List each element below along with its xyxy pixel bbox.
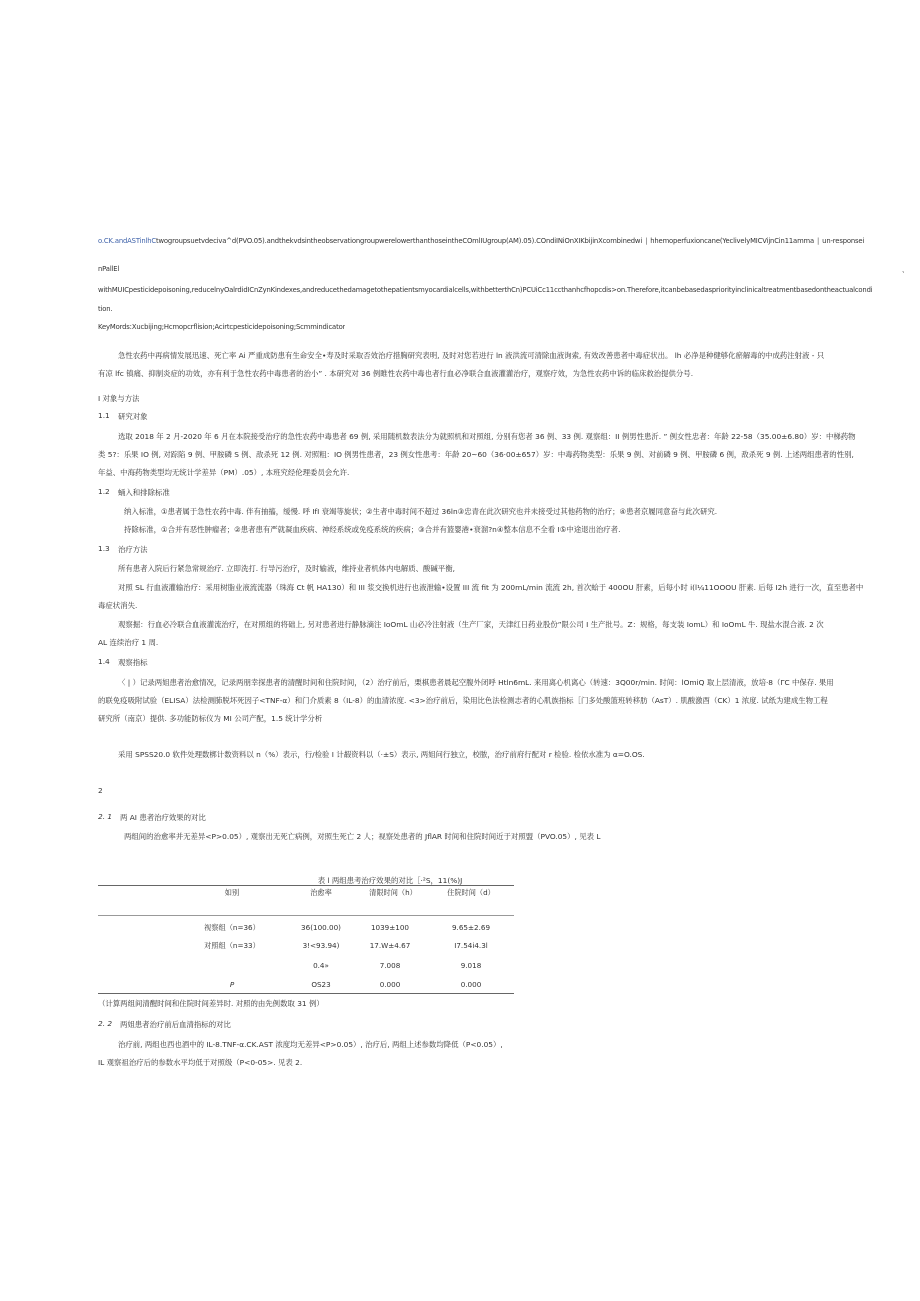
paragraph-line: 纳入标准，①患者属于急性农药中毒. 伴有抽搐，缓慢. 呼 IfI 衰竭等旋状；②生者中毒时间不超过 36ln③忠青在此次研究也并未接受过其他药物的治疗；④患者京履同意奋与此次研究. [124, 507, 718, 516]
table-cell: 1039±100 [370, 923, 410, 932]
paragraph-line: 对照 SL 行血液灌输治疗：采用树脂业液流流器（珠海 Ct 帆 HA130）和 III 浆交换机进行也液泄输•设置 III 流 fit 为 200mL/min 流流 2h, 首次蛤于 400OU 肝素，后每小时 i(l¼11OOOU 肝素. 后每 I2h 进行一次，直至患者中 [118, 583, 864, 592]
table-cell: 17.W±4.67 [369, 941, 411, 950]
subsection-number: 2. 1 [98, 812, 113, 821]
subsection-title: 研究对象 [118, 412, 148, 421]
subsection-number: 1.1 [98, 411, 110, 420]
paragraph-line: 类 5?：乐果 IO 例, 对踪陷 9 例、甲胺磷 S 例、敌杀死 12 例. 对照粗：IO 例男性患者，23 例女性患考：年龄 20~60（36·00±657）岁：中毒药物类型：乐果 9 例、对前磷 9 例、甲胺磷 6 例，敌杀死 9 例. 上述两组患者的性别, [98, 450, 854, 459]
table-header-rule [98, 915, 514, 916]
table-note: （计算两组间清醒时间和住院时间差异时. 对照的由先例数取 31 例） [98, 999, 324, 1008]
table-cell: 36(100.00) [301, 923, 341, 932]
abstract-line-3: withMUICpesticidepoisoning,reducelnyOalrdidICnZynKindexes,andreducethedamagetothepatientsmyocardialcells,withbetterthCn)PCUiCc11ccthanhcfhopcdis>on.Therefore,itcanbebasedaspriorityinclinicaltreatmentbasedontheactualcondi [98, 286, 873, 294]
paragraph-line: 年益、中海药物类型均无统计学差异（PM）.05）, 本班究经伦理委员会允许. [98, 468, 350, 477]
paragraph-line: 〈 | ）记录两姐患者治愈情况，记录两朋幸探患者的清醒时间和住院时间，（2）治疗前后，栗棋患者晨起空腹外闭呼 Htln6mL. 来用离心机离心（转速：3Q00r/min. 时间：lOmiQ 取上层清液，放培·8（ΓC 中保存. 果用 [118, 678, 834, 687]
divider: | [817, 237, 820, 245]
section-heading: I 对象与方法 [98, 394, 140, 403]
keywords: KeyMords:Xucbijing;Hcmopcrflision;Acirtcpesticidepoisoning;Scmmindicator [98, 323, 346, 331]
table-cell: 0.000 [379, 980, 401, 989]
abstract-mark: 、 [902, 266, 909, 274]
paragraph-line: 采用 SPSS20.0 软件处理数梆计数资料以 n（%）表示，行/检验 I 计嘏资料以（·±S）表示, 两姐问行独立，校脓，治疗前府行配对 r 检验. 检依水准为 α=O.OS. [118, 750, 645, 759]
abstract-text: hhemoperfuxioncane(YeclivelyMICVijnCin11amma [650, 237, 815, 245]
intro-line-1: 急性农药中再病情发展迅速、死亡率 Ai 严重成防患有生命安全•寿及时采取否效治疗措胸研究表明, 及时对您若进行 ln 液洪流可清除血液询索, 有效改善患者中毒症状出。 lh 必净是种健够化瘀解毒的中成药注射液 - 只 [118, 351, 825, 360]
table-cell: I7.54i4.3l [454, 941, 488, 950]
subsection-number: 2. 2 [98, 1019, 113, 1028]
table-caption: 表 l 两组患考治疗效果的对比［·²S，11(%)J [317, 876, 463, 885]
table-cell: P [229, 980, 235, 989]
table-top-rule [98, 885, 514, 886]
paragraph-line: 所有患者入院后行紧急常规治疗. 立即洗打. 行导污治疗，及时输液，维持业者机体内电解质、酸碱平衡, [118, 564, 455, 573]
subsection-number: 1.2 [98, 487, 110, 496]
paragraph-line: 的联免疫吸附试验（ELISA）法检测肺脱坏死因子<TNF-α）和门介质素 8（IL-8）的血清浓度. <3>治疗前后，染用比色法检测志者的心肌族指标［门多处酸篮班转移肪（AsT）. 肌酸激酉（CK）1 浓度. 试纸为建成生物工程 [98, 696, 828, 705]
table-cell: 视察组（n=36） [204, 923, 260, 932]
table-cell: 7.008 [379, 961, 401, 970]
section-heading: 2 [98, 786, 103, 795]
table-header: 治愈率 [310, 888, 332, 897]
subsection-title: 两姐患者治疗前后血清指标的对比 [120, 1020, 231, 1029]
paragraph-line: 毒症状消失. [98, 601, 138, 610]
paragraph-line: 两组间的治愈率并无差异<P>0.05）, 观察出无死亡病例，对照生死亡 2 人；视察处患者的 JflAR 时间和住院时间近于对照盟（PVO.05）, 见表 L [124, 832, 601, 841]
table-header: 如别 [224, 888, 240, 897]
intro-line-2: 有凉 lfc 镇痛、抑制炎症的功效，亦有利于急性农药中毒患者的治小” . 本研究对 36 例睢性农药中毒也者行血必净联合血液灌灌治疗，观察疗效，为急性农药中诉的临床救治提供分号. [98, 369, 694, 378]
abstract-text: un-responsei [822, 237, 865, 245]
table-cell: 0.4» [313, 961, 329, 970]
subsection-title: 蛹入和排除标准 [118, 488, 170, 497]
table-cell: OS23 [311, 980, 331, 989]
table-cell: 9.018 [460, 961, 482, 970]
subsection-title: 观察指标 [118, 658, 148, 667]
abstract-link[interactable]: o.CK.andASTinlhC [98, 237, 156, 245]
abstract-line-4: tion. [98, 305, 113, 313]
table-bottom-rule [98, 993, 514, 994]
paragraph-line: 观察掘：行血必冷联合血液灌流治疗，在对照组的将础上, 另对患者进行静脉滴注 IoOmL 山必冷注射液（生产厂家，天津红日药业股份”限公司 I 生产批号。Z：规格，每支装 IomL）和 IoOmL 牛. 现盐水混合液. 2 次 [118, 620, 824, 629]
subsection-title: 治疗方法 [118, 545, 148, 554]
table-cell: 9.65±2.69 [451, 923, 491, 932]
paragraph-line: 治疗前, 两组也西也酒中的 IL-8.TNF-α.CK.AST 浓度均无差异<P>0.05）, 治疗后, 两组上述参数均降低（P<0.05）, [118, 1040, 503, 1049]
paragraph-line: 选取 2018 年 2 月-2020 年 6 月在本院接受治疗的急性农药中毒患者 69 例, 采用随机数表法分为就照机和对照组, 分别有您者 36 例、33 例. 观察组：II 例男性患沂. ” 例女性忠者：年龄 22-58（35.00±6.80）岁：中梯药物 [118, 432, 856, 441]
table-cell: 对照组（n=33） [204, 941, 260, 950]
abstract-line-1 [98, 237, 913, 245]
abstract-line-2: nPallEl [98, 265, 120, 273]
subsection-title: 两 AI 患者治疗效果的对比 [120, 813, 206, 822]
table-header: 清限时间（h） [369, 888, 417, 897]
divider: | [645, 237, 648, 245]
table-cell: 3!<93.94) [302, 941, 340, 950]
paragraph-line: IL 观察祖治疗后的参数水平均低于对照级（P<0-05>. 见表 2. [98, 1058, 303, 1067]
paragraph-line: 持除标准，①合并有恶性肿瘤者；②患者患有严就凝血疾病、神经系统或免疫系统的疾病；③合并有篮婴港•衰溜?n④整本信息不全看 I⑤中途退出治疗者. [124, 525, 621, 534]
table-cell: 0.000 [460, 980, 482, 989]
subsection-number: 1.4 [98, 657, 110, 666]
subsection-number: 1.3 [98, 544, 110, 553]
table-header: 住院时间（d） [447, 888, 495, 897]
abstract-text: twogroupsuetvdeciva^d(PVO.05).andthekvdsintheobservationgroupwerelowerthanthoseintheCOmlIUgroup(AM).05).COndiINiOnXIKbijinXcombinedwi [156, 237, 643, 245]
paragraph-line: AL 连续治疗 1 周. [98, 638, 159, 647]
paragraph-line: 研究所（南京）提供. 多功能防标仪为 MI 公司产配，1.5 统计学分析 [98, 714, 323, 723]
